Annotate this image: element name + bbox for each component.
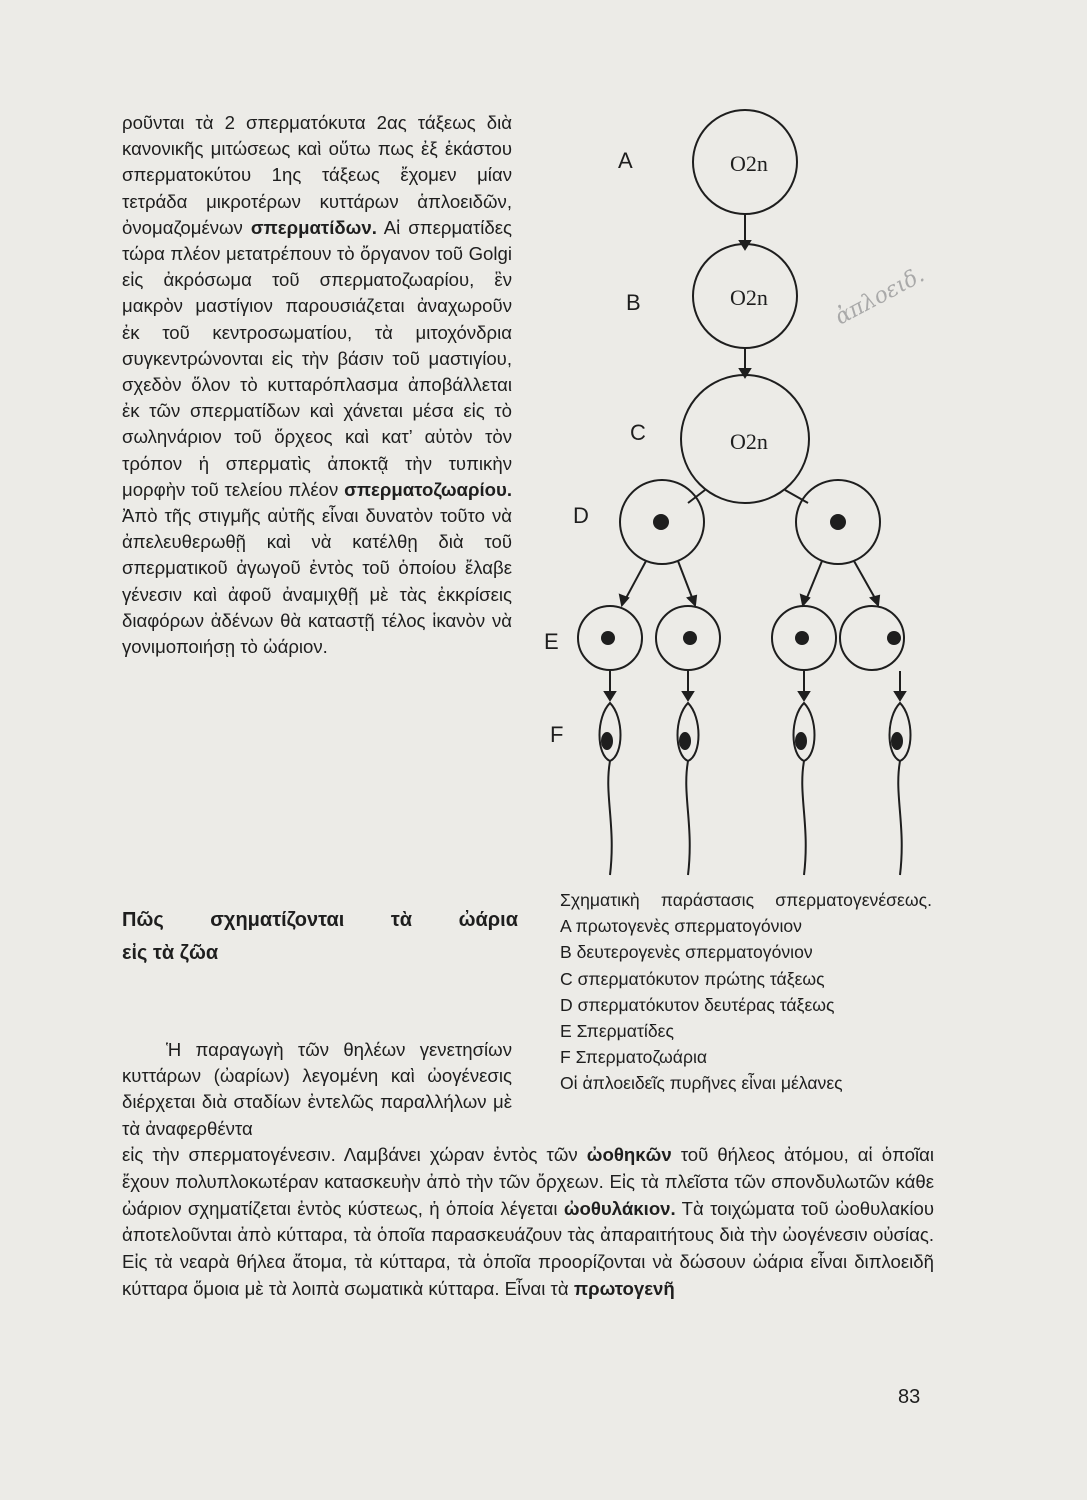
text-run: Ἀπὸ τῆς στιγμῆς αὐτῆς εἶναι δυνατὸν τοῦτο νὰ ἀπελευθερωθῇ καὶ νὰ κατέλθῃ διὰ τοῦ σπερματικοῦ ἀγωγοῦ ἐντὸς τοῦ ὁποίου ἔλαβε γένεσιν καὶ ἀφοῦ ἀναμιχθῇ μὲ τὰς ἐκκρίσεις διαφόρων ἀδένων θὰ καταστῇ τέλος ἱκανὸν νὰ γονιμοποιήσῃ τὸ ὠάριον. — [122, 505, 512, 658]
caption-letter: C — [560, 968, 573, 989]
text-run: εἰς τὴν σπερματογένεσιν. Λαμβάνει χώραν ἐντὸς τῶν — [122, 1144, 587, 1165]
caption-item-e — [560, 1018, 932, 1044]
sperm-1 — [600, 703, 621, 761]
caption-item-c — [560, 966, 932, 992]
text-run: τοῦ θήλεος ἀτόμου, αἱ ὁποῖαι ἔχουν πολυπλοκωτέραν κατασκευὴν ἀπὸ τὴν τῶν ὄρχεων. Εἰς τὰ πλεῖστα τῶν σπονδυλωτῶν κάθε ὠάριον σχηματίζεται ἐντὸς κύστεως, ἡ ὁποία λέγεται — [122, 1144, 934, 1219]
sperm-3 — [794, 703, 815, 761]
term-follicle: ὠοθυλάκιον. — [563, 1197, 676, 1219]
page-number: 83 — [898, 1386, 921, 1408]
nucleus-e-1 — [601, 631, 615, 645]
nucleus-f-2 — [679, 732, 691, 750]
stage-label-a: A — [618, 148, 633, 173]
text-run: Τὰ τοιχώματα τοῦ ὠοθυλακίου ἀποτελοῦνται ἀπὸ κύτταρα, τὰ ὁποῖα παρασκευάζουν τὰς ἀπαραιτήτους διὰ τὴν ὠογένεσιν οὐσίας. Εἰς τὰ νεαρὰ θήλεα ἄτομα, τὰ κύτταρα, τὰ ὁποῖα προορίζονται νὰ δώσουν ὠάρια εἶναι διπλοειδῆ κύτταρα ὅμοια μὲ τὰ λοιπὰ σωματικὰ κύτταρα. Εἶναι τὰ — [122, 1197, 934, 1299]
caption-note: Οἱ ἁπλοειδεῖς πυρῆνες εἶναι μέλανες — [560, 1073, 843, 1094]
caption-item-d — [560, 992, 932, 1018]
nucleus-d-left — [653, 514, 669, 530]
nucleus-d-right — [830, 514, 846, 530]
caption-text: σπερματόκυτον πρώτης τάξεως — [577, 968, 825, 989]
nucleus-f-4 — [891, 732, 903, 750]
caption-title: Σχηματικὴ παράστασις σπερματογενέσεως. — [560, 890, 932, 910]
section-heading-line1: Πῶς σχηματίζονται τὰ ὠάρια — [122, 909, 518, 931]
term-spermatids: σπερματίδων. — [250, 216, 377, 238]
stage-label-b: B — [626, 290, 641, 315]
full-width-paragraph — [122, 1142, 934, 1303]
sperm-4 — [890, 703, 911, 761]
caption-letter: E — [560, 1021, 572, 1042]
nucleus-f-1 — [601, 732, 613, 750]
stage-label-e: E — [544, 629, 559, 654]
stage-label-c: C — [630, 420, 646, 445]
caption-text: Σπερματοζωάρια — [575, 1047, 708, 1068]
nucleus-f-3 — [795, 732, 807, 750]
nucleus-e-4 — [887, 631, 901, 645]
term-ovaries: ὠοθηκῶν — [586, 1144, 672, 1165]
sperm-2 — [678, 703, 699, 761]
oogenesis-paragraph: Ἡ παραγωγὴ τῶν θηλέων γενετησίων κυττάρων (ὠαρίων) λεγομένη καὶ ὠογένεσις διέρχεται διὰ σταδίων ἐντελῶς παραλλήλων μὲ τὰ ἀναφερθέντα — [122, 1039, 512, 1139]
term-spermatozoon: σπερματοζωαρίου. — [344, 478, 512, 500]
caption-letter: F — [560, 1047, 571, 1068]
spermatogenesis-diagram — [540, 95, 960, 885]
term-primary: πρωτογενῆ — [573, 1277, 675, 1299]
caption-item-f — [560, 1044, 932, 1070]
caption-text: σπερματόκυτον δευτέρας τάξεως — [577, 994, 835, 1015]
left-column-text — [122, 110, 512, 660]
text-run: ροῦνται τὰ 2 σπερματόκυτα 2ας τάξεως διὰ κανονικῆς μιτώσεως καὶ οὕτω πως ἐξ ἑκάστου σπερματοκύτου 1ης τάξεως ἔχομεν μίαν τετράδα μικροτέρων κυττάρων ἁπλοειδῶν, ὀνομαζομένων — [122, 112, 512, 238]
nucleus-e-2 — [683, 631, 697, 645]
section-heading-line2: εἰς τὰ ζῶα — [122, 942, 219, 964]
caption-text: δευτερογενὲς σπερματογόνιον — [576, 942, 813, 963]
pencil-annotation: ἀπλοειδ. — [831, 262, 929, 331]
caption-text: Σπερματίδες — [576, 1021, 674, 1042]
caption-text: πρωτογενὲς σπερματογόνιον — [575, 916, 802, 937]
stage-label-d: D — [573, 503, 589, 528]
stage-label-f: F — [550, 722, 564, 747]
paragraph-spermatids — [122, 110, 512, 660]
caption-letter: A — [560, 916, 571, 937]
cell-c-label: O2n — [730, 429, 768, 454]
figure-caption — [560, 887, 932, 1097]
cell-b-label: O2n — [730, 285, 768, 310]
caption-item-a — [560, 913, 932, 939]
text-run: Αἱ σπερματίδες τώρα πλέον μετατρέπουν τὸ ὄργανον τοῦ Golgi εἰς ἀκρόσωμα τοῦ σπερματοζωαρίου, ἓν μακρὸν μαστίγιον παρουσιάζεται ἀναχωροῦν ἐκ τοῦ κεντροσωματίου, τὰ μιτοχόνδρια συγκεντρώνονται εἰς τὴν βάσιν τοῦ μαστιγίου, σχεδὸν ὅλον τὸ κυτταρόπλασμα ἀποβάλλεται ἐκ τῶν σπερματίδων καὶ χάνεται μέσα εἰς τὸ σωληνάριον τοῦ ὄρχεος καὶ κατ’ αὐτὸν τὸν τρόπον ἡ σπερματὶς ἀποκτᾷ τὴν τυπικὴν μορφὴν τοῦ τελείου πλέον — [122, 216, 512, 500]
caption-item-b — [560, 939, 932, 965]
caption-letter: B — [560, 942, 572, 963]
caption-letter: D — [560, 994, 573, 1015]
cell-a-label: O2n — [730, 151, 768, 176]
nucleus-e-3 — [795, 631, 809, 645]
